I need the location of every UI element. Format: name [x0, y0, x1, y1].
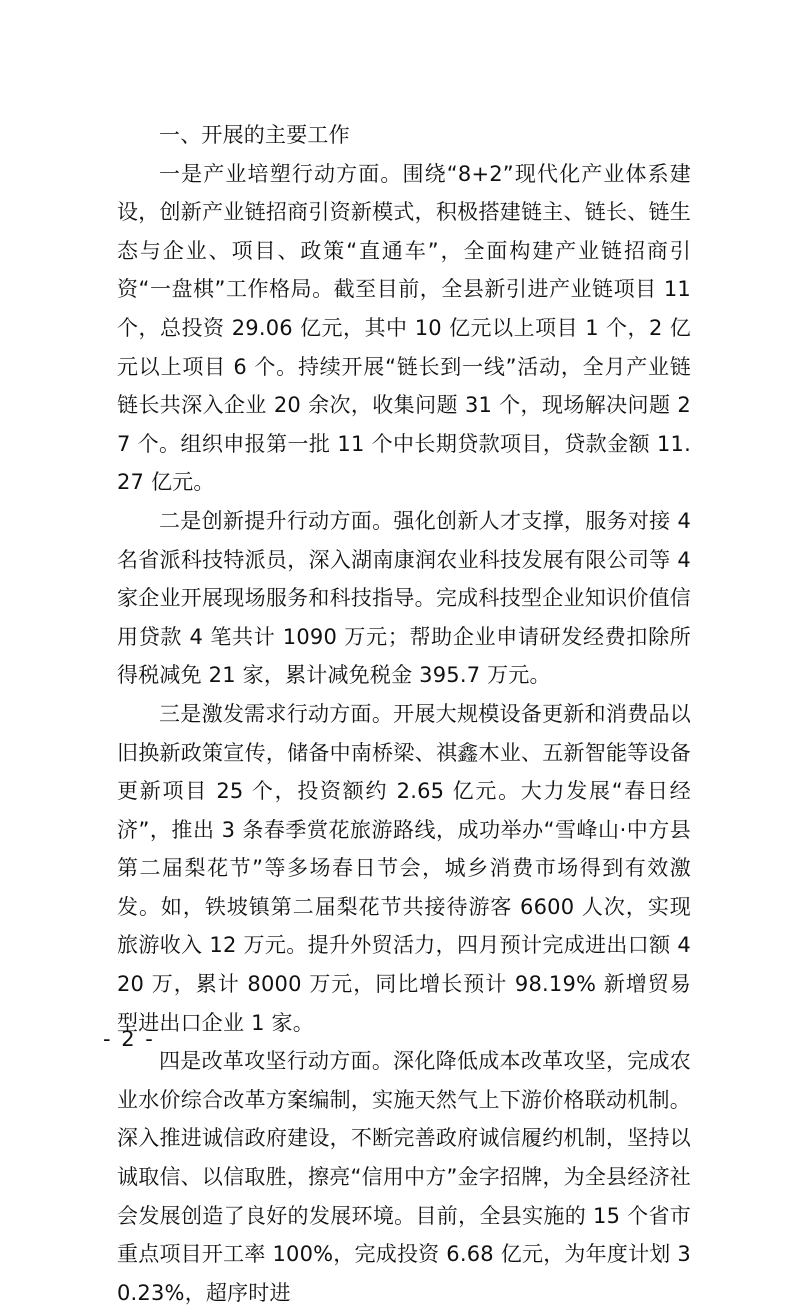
paragraph-innovation: 二是创新提升行动方面。强化创新人才支撑，服务对接 4 名省派科技特派员，深入湖南康润农业科技发展有限公司等 4 家企业开展现场服务和科技指导。完成科技型企业知识价值信用贷款 4 笔共计 1090 万元；帮助企业申请研发经费扣除所得税减免 21 家，累计减免税金 395.7 万元。 [117, 508, 691, 688]
page-number: - 2 - [103, 1027, 155, 1051]
section-heading: 一、开展的主要工作 [159, 123, 350, 147]
document-body [117, 116, 691, 1312]
paragraph-industry: 一是产业培塑行动方面。围绕“8+2”现代化产业体系建设，创新产业链招商引资新模式，积极搭建链主、链长、链生态与企业、项目、政策“直通车”，全面构建产业链招商引资“一盘棋”工作格局。截至目前，全县新引进产业链项目 11 个，总投资 29.06 亿元，其中 10 亿元以上项目 1 个，2 亿元以上项目 6 个。持续开展“链长到一线”活动，全月产业链链长共深入企业 20 余次，收集问题 31 个，现场解决问题 27 个。组织申报第一批 11 个中长期贷款项目，贷款金额 11.27 亿元。 [117, 161, 691, 495]
paragraph-reform: 四是改革攻坚行动方面。深化降低成本改革攻坚，完成农业水价综合改革方案编制，实施天然气上下游价格联动机制。深入推进诚信政府建设，不断完善政府诚信履约机制，坚持以诚取信、以信取胜，擦亮“信用中方”金字招牌，为全县经济社会发展创造了良好的发展环境。目前，全县实施的 15 个省市重点项目开工率 100%，完成投资 6.68 亿元，为年度计划 30.23%，超序时进 [117, 1049, 691, 1305]
paragraph-demand: 三是激发需求行动方面。开展大规模设备更新和消费品以旧换新政策宣传，储备中南桥梁、祺鑫木业、五新智能等设备更新项目 25 个，投资额约 2.65 亿元。大力发展“春日经济”，推出 3 条春季赏花旅游路线，成功举办“雪峰山·中方县第二届梨花节”等多场春日节会，城乡消费市场得到有效激发。如，铁坡镇第二届梨花节共接待游客 6600 人次，实现旅游收入 12 万元。提升外贸活力，四月预计完成进出口额 420 万，累计 8000 万元，同比增长预计 98.19% 新增贸易型进出口企业 1 家。 [117, 701, 691, 1035]
